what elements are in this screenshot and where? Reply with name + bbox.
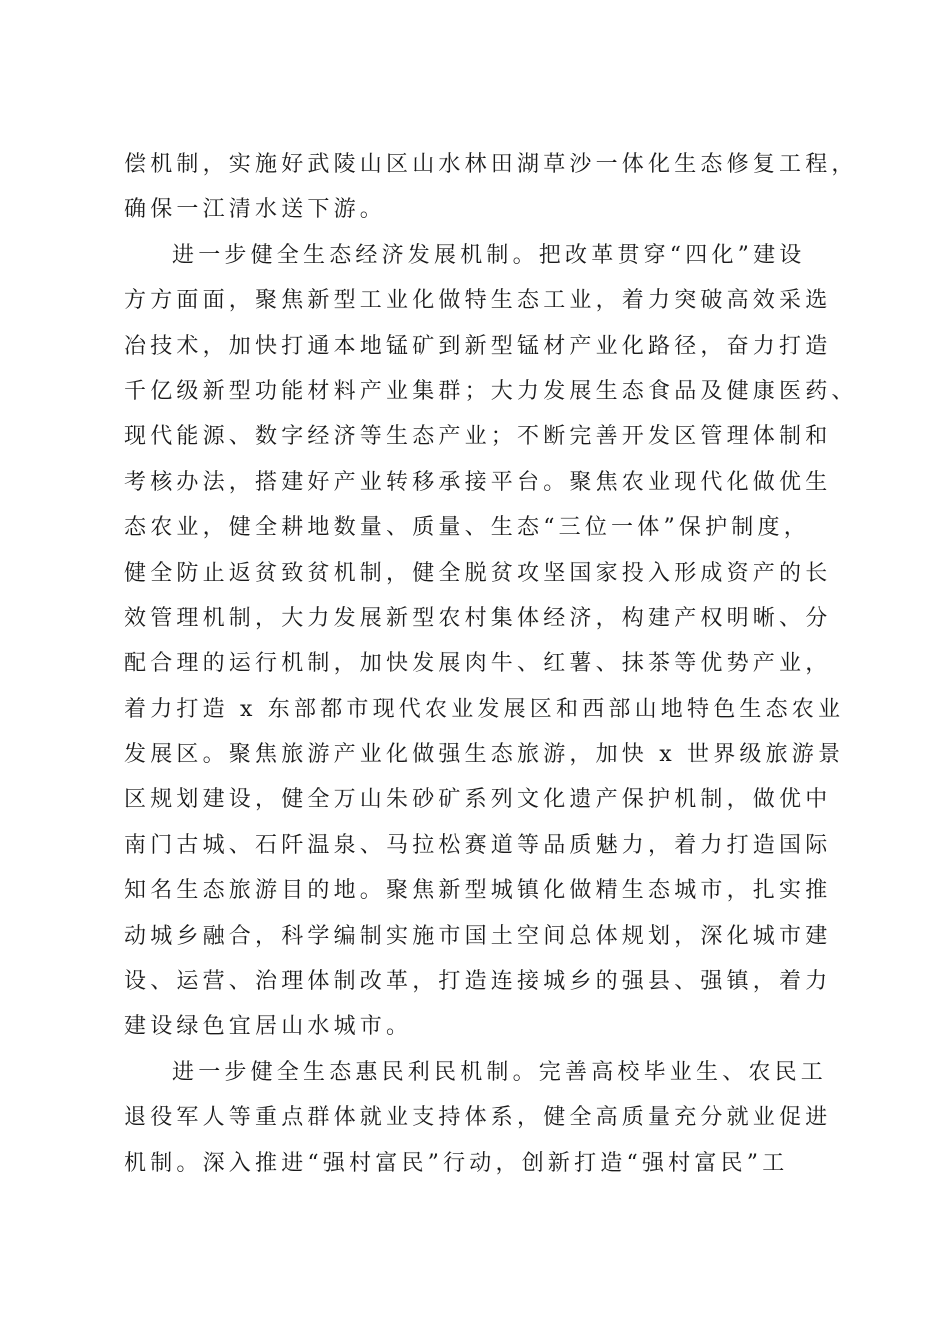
text-line: 冶技术，加快打通本地锰矿到新型锰材产业化路径，奋力打造 (124, 333, 832, 359)
text-line: 区规划建设，健全万山朱砂矿系列文化遗产保护机制，做优中 (124, 787, 832, 813)
text-line: 机制。深入推进“强村富民”行动，创新打造“强村富民”工 (124, 1150, 789, 1176)
text-line: 态农业，健全耕地数量、质量、生态“三位一体”保护制度， (124, 515, 810, 541)
body-text (124, 142, 858, 1186)
text-line: 方方面面，聚焦新型工业化做特生态工业，着力突破高效采选 (124, 288, 832, 314)
text-line: 知名生态旅游目的地。聚焦新型城镇化做精生态城市，扎实推 (124, 878, 832, 904)
paragraph-start-line: 进一步健全生态经济发展机制。把改革贯穿“四化”建设 (172, 242, 806, 268)
text-line: 健全防止返贫致贫机制，健全脱贫攻坚国家投入形成资产的长 (124, 560, 832, 586)
text-line: 建设绿色宜居山水城市。 (124, 1014, 413, 1040)
text-line: 考核办法，搭建好产业转移承接平台。聚焦农业现代化做优生 (124, 469, 832, 495)
text-line: 着力打造 x 东部都市现代农业发展区和西部山地特色生态农业 (124, 696, 845, 722)
text-line: 确保一江清水送下游。 (124, 197, 387, 223)
text-line: 退役军人等重点群体就业支持体系，健全高质量充分就业促进 (124, 1105, 832, 1131)
text-line: 配合理的运行机制，加快发展肉牛、红薯、抹茶等优势产业， (124, 651, 832, 677)
text-line: 设、运营、治理体制改革，打造连接城乡的强县、强镇，着力 (124, 969, 832, 995)
text-line: 发展区。聚焦旅游产业化做强生态旅游，加快 x 世界级旅游景 (124, 742, 845, 768)
text-line: 千亿级新型功能材料产业集群；大力发展生态食品及健康医药、 (124, 378, 858, 404)
text-line: 南门古城、石阡温泉、马拉松赛道等品质魅力，着力打造国际 (124, 832, 832, 858)
text-line: 现代能源、数字经济等生态产业；不断完善开发区管理体制和 (124, 424, 832, 450)
paragraph-start-line: 进一步健全生态惠民利民机制。完善高校毕业生、农民工 (172, 1059, 828, 1085)
text-line: 效管理机制，大力发展新型农村集体经济，构建产权明晰、分 (124, 605, 832, 631)
text-line: 偿机制，实施好武陵山区山水林田湖草沙一体化生态修复工程， (124, 152, 858, 177)
text-line: 动城乡融合，科学编制实施市国土空间总体规划，深化城市建 (124, 923, 832, 949)
